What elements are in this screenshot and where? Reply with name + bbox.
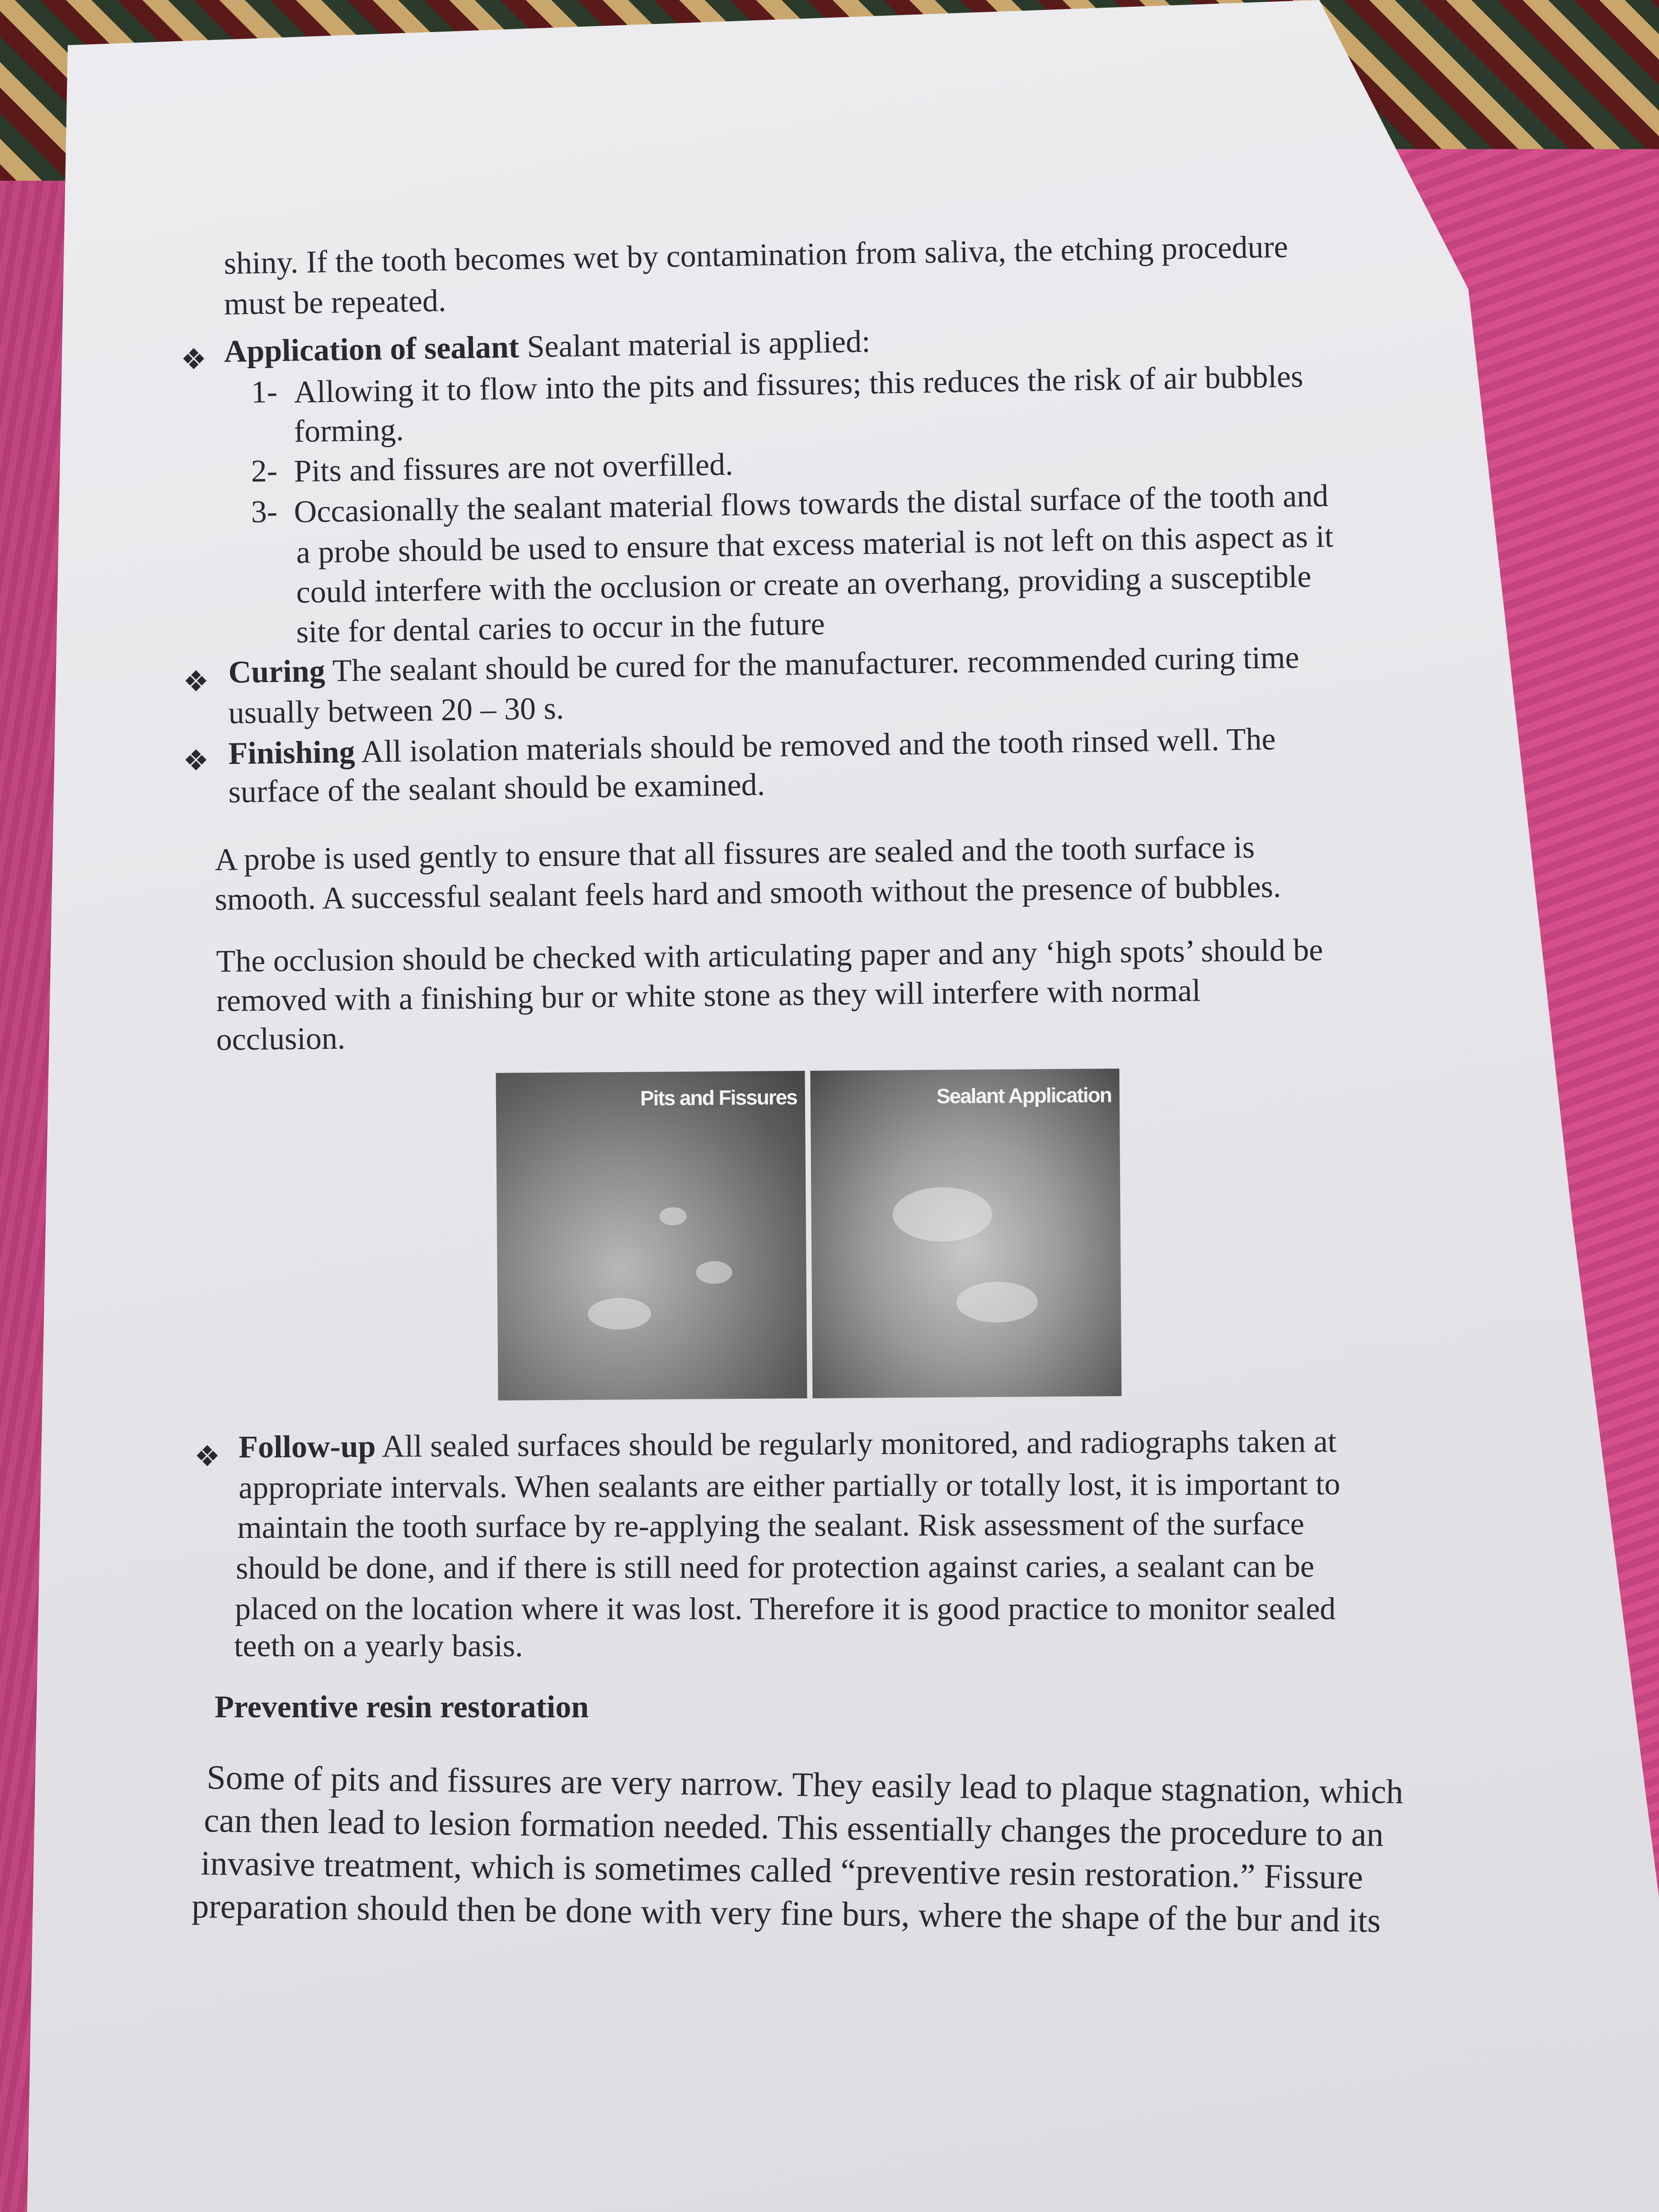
- text-line: invasive treatment, which is sometimes called “preventive resin restoration.” Fissure: [200, 1844, 1364, 1897]
- text-line: surface of the sealant should be examined.: [228, 767, 765, 810]
- list-number: 1-: [251, 375, 278, 410]
- followup-text: All sealed surfaces should be regularly monitored, and radiographs taken at: [375, 1424, 1337, 1464]
- text-line: Some of pits and fissures are very narrow. They easily lead to plaque stagnation, which: [206, 1758, 1404, 1811]
- list-item-text: Allowing it to flow into the pits and fissures; this reduces the risk of air bubbles: [294, 359, 1303, 410]
- text-line: placed on the location where it was lost. Therefore it is good practice to monitor sealed: [235, 1592, 1336, 1626]
- list-item-text: could interfere with the occlusion or create an overhang, providing a susceptible: [296, 559, 1312, 610]
- text-line: shiny. If the tooth becomes wet by contamination from saliva, the etching procedure: [224, 230, 1289, 281]
- photo-detail: [956, 1281, 1038, 1322]
- list-item-text: forming.: [294, 412, 404, 449]
- application-heading: Application of sealant: [224, 329, 520, 369]
- text-line: A probe is used gently to ensure that all fissures are sealed and the tooth surface is: [215, 830, 1255, 877]
- application-heading-line: [224, 322, 871, 372]
- text-line: appropriate intervals. When sealants are either partially or totally lost, it is important to: [239, 1467, 1340, 1505]
- list-item-text: a probe should be used to ensure that excess material is not left on this aspect as it: [296, 519, 1334, 570]
- section-heading: Preventive resin restoration: [215, 1690, 589, 1725]
- text-line: teeth on a yearly basis.: [234, 1629, 523, 1664]
- bullet-diamond-icon: ❖: [183, 665, 209, 698]
- photo-detail: [696, 1261, 732, 1284]
- photo-detail: [892, 1187, 992, 1242]
- bullet-diamond-icon: ❖: [181, 343, 207, 376]
- text-line: The occlusion should be checked with articulating paper and any ‘high spots’ should be: [216, 933, 1323, 979]
- figure-photos: [496, 1069, 1121, 1401]
- followup-heading: Follow-up: [239, 1429, 376, 1465]
- list-number: 3-: [251, 494, 278, 530]
- application-intro: Sealant material is applied:: [519, 324, 871, 365]
- list-item-text: Pits and fissures are not overfilled.: [294, 447, 734, 489]
- text-line: smooth. A successful sealant feels hard and smooth without the presence of bubbles.: [215, 869, 1281, 917]
- photo-pits-and-fissures: [496, 1071, 807, 1401]
- curing-text: The sealant should be cured for the manufacturer. recommended curing time: [324, 640, 1300, 689]
- bullet-diamond-icon: ❖: [194, 1440, 220, 1473]
- curing-heading: Curing: [228, 654, 326, 690]
- list-item-text: site for dental caries to occur in the future: [296, 606, 825, 650]
- text-line: can then lead to lesion formation needed. This essentially changes the procedure to an: [203, 1801, 1384, 1854]
- photo-caption: Pits and Fissures: [640, 1085, 797, 1110]
- text-line: usually between 20 – 30 s.: [228, 691, 564, 731]
- photo-sealant-application: [810, 1069, 1121, 1398]
- list-number: 2-: [251, 454, 278, 489]
- text-line: must be repeated.: [224, 283, 446, 322]
- photo-detail: [660, 1207, 687, 1225]
- finishing-text: All isolation materials should be removed and the tooth rinsed well. The: [355, 722, 1276, 770]
- followup-line: [239, 1422, 1336, 1467]
- text-line: preparation should then be done with very fine burs, where the shape of the bur and its: [191, 1887, 1381, 1940]
- text-line: should be done, and if there is still need for protection against caries, a sealant can be: [236, 1549, 1315, 1586]
- photo-detail: [588, 1298, 651, 1330]
- photo-caption: Sealant Application: [936, 1083, 1112, 1108]
- finishing-heading: Finishing: [228, 735, 356, 771]
- list-item-text: Occasionally the sealant material flows towards the distal surface of the tooth and: [294, 478, 1329, 530]
- text-line: maintain the tooth surface by re-applying the sealant. Risk assessment of the surface: [237, 1506, 1305, 1545]
- text-line: occlusion.: [216, 1021, 346, 1057]
- text-line: removed with a finishing bur or white stone as they will interfere with normal: [216, 973, 1201, 1018]
- bullet-diamond-icon: ❖: [183, 744, 209, 778]
